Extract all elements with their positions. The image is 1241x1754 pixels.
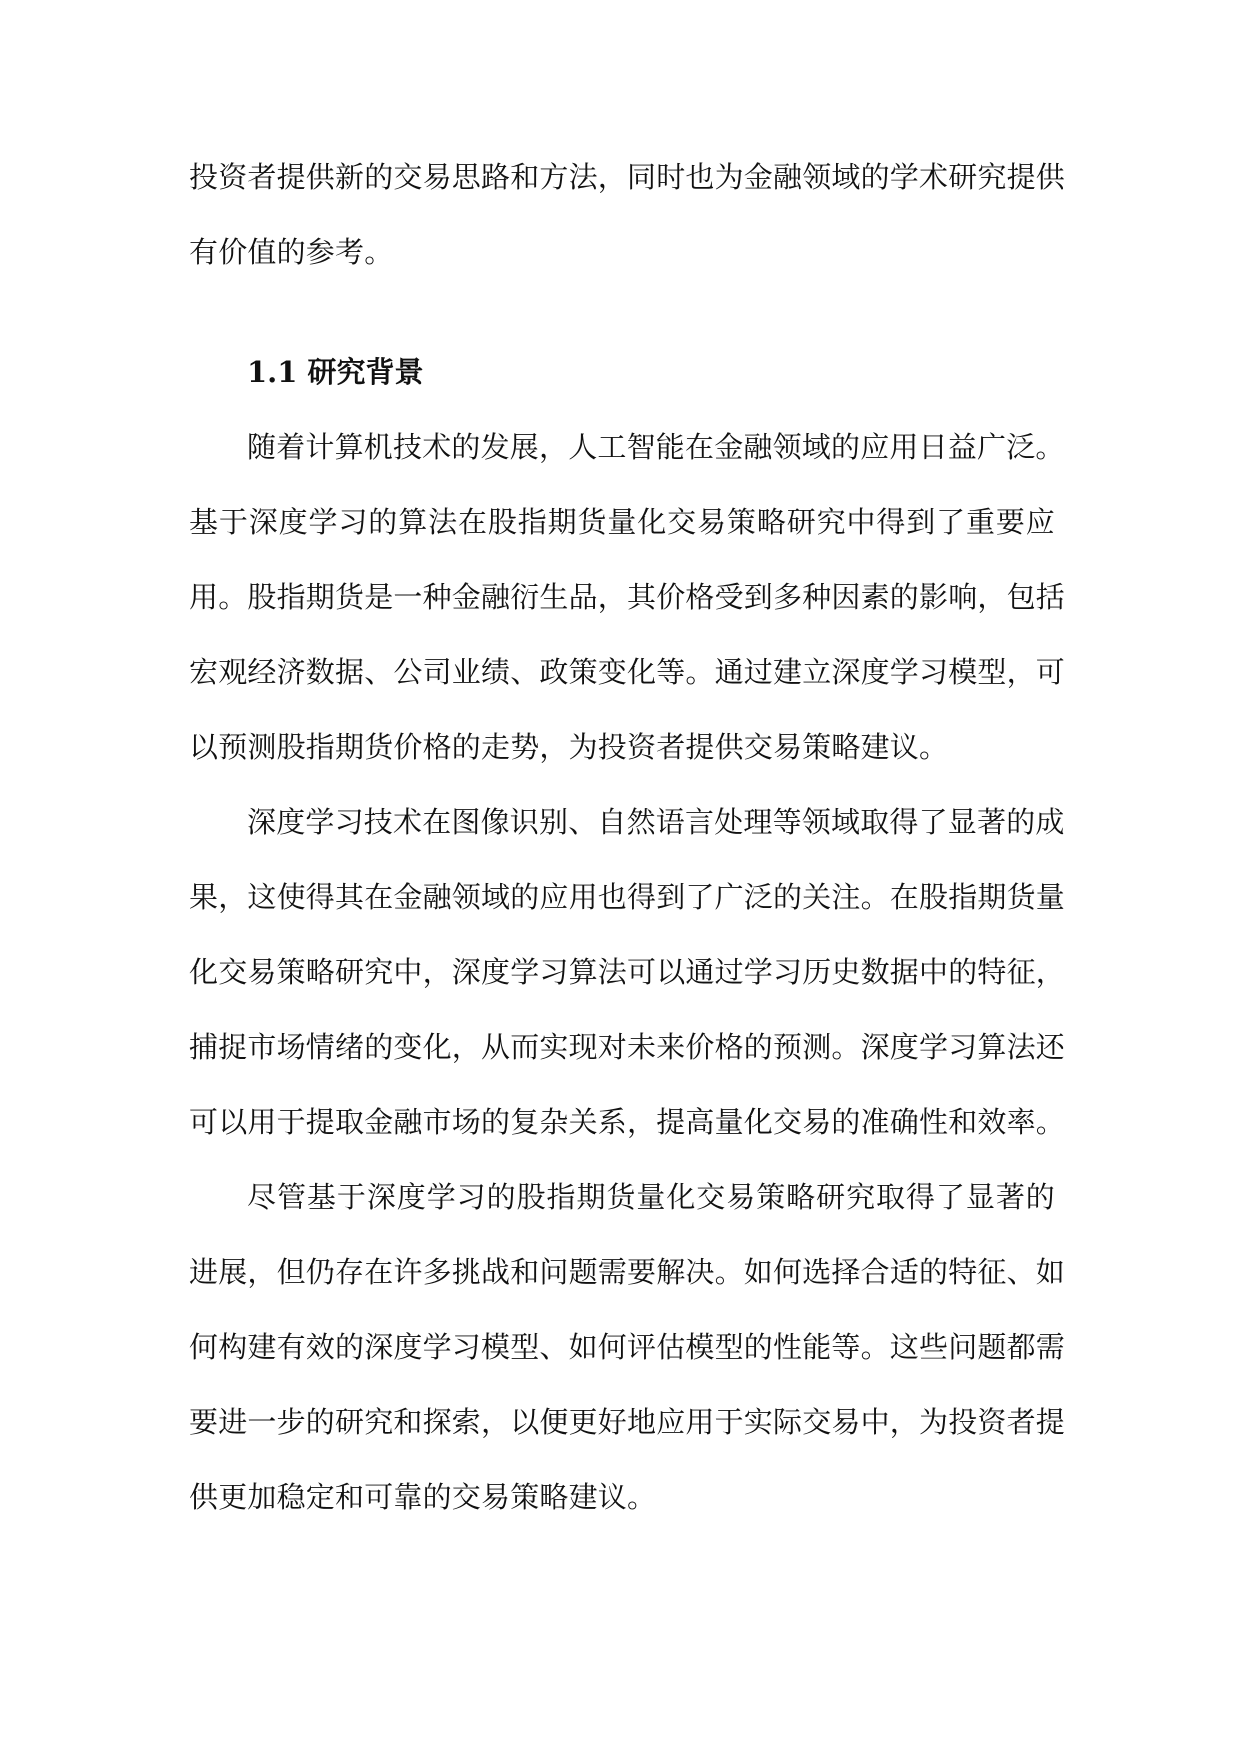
paragraph-line: 进展，但仍存在许多挑战和问题需要解决。如何选择合适的特征、如 <box>189 1255 1066 1289</box>
paragraph <box>189 410 1066 785</box>
paragraph-line: 随着计算机技术的发展，人工智能在金融领域的应用日益广泛。 <box>247 430 1065 464</box>
paragraph <box>189 785 1066 1160</box>
paragraph <box>189 1160 1066 1535</box>
intro-line: 有价值的参考。 <box>189 235 394 269</box>
paragraph-line: 用。股指期货是一种金融衍生品，其价格受到多种因素的影响，包括 <box>189 580 1066 614</box>
paragraph-line: 宏观经济数据、公司业绩、政策变化等。通过建立深度学习模型，可 <box>189 655 1066 689</box>
paragraph-line: 果，这使得其在金融领域的应用也得到了广泛的关注。在股指期货量 <box>189 880 1066 914</box>
paragraph-line: 要进一步的研究和探索，以便更好地应用于实际交易中，为投资者提 <box>189 1405 1066 1439</box>
paragraph-line: 深度学习技术在图像识别、自然语言处理等领域取得了显著的成 <box>247 805 1065 839</box>
paragraph-line: 供更加稳定和可靠的交易策略建议。 <box>189 1480 657 1514</box>
paragraph-line: 可以用于提取金融市场的复杂关系，提高量化交易的准确性和效率。 <box>189 1105 1066 1139</box>
intro-line: 投资者提供新的交易思路和方法，同时也为金融领域的学术研究提供 <box>189 160 1066 194</box>
paragraph-line: 化交易策略研究中，深度学习算法可以通过学习历史数据中的特征， <box>189 955 1066 989</box>
paragraph-line: 尽管基于深度学习的股指期货量化交易策略研究取得了显著的 <box>247 1180 1055 1214</box>
paragraph-line: 捕捉市场情绪的变化，从而实现对未来价格的预测。深度学习算法还 <box>189 1030 1066 1064</box>
page-content <box>189 140 1066 1535</box>
paragraph-line: 以预测股指期货价格的走势，为投资者提供交易策略建议。 <box>189 730 949 764</box>
paragraph-line: 何构建有效的深度学习模型、如何评估模型的性能等。这些问题都需 <box>189 1330 1066 1364</box>
paragraph-line: 基于深度学习的算法在股指期货量化交易策略研究中得到了重要应 <box>189 505 1055 539</box>
section-heading: 1.1 研究背景 <box>247 355 424 389</box>
